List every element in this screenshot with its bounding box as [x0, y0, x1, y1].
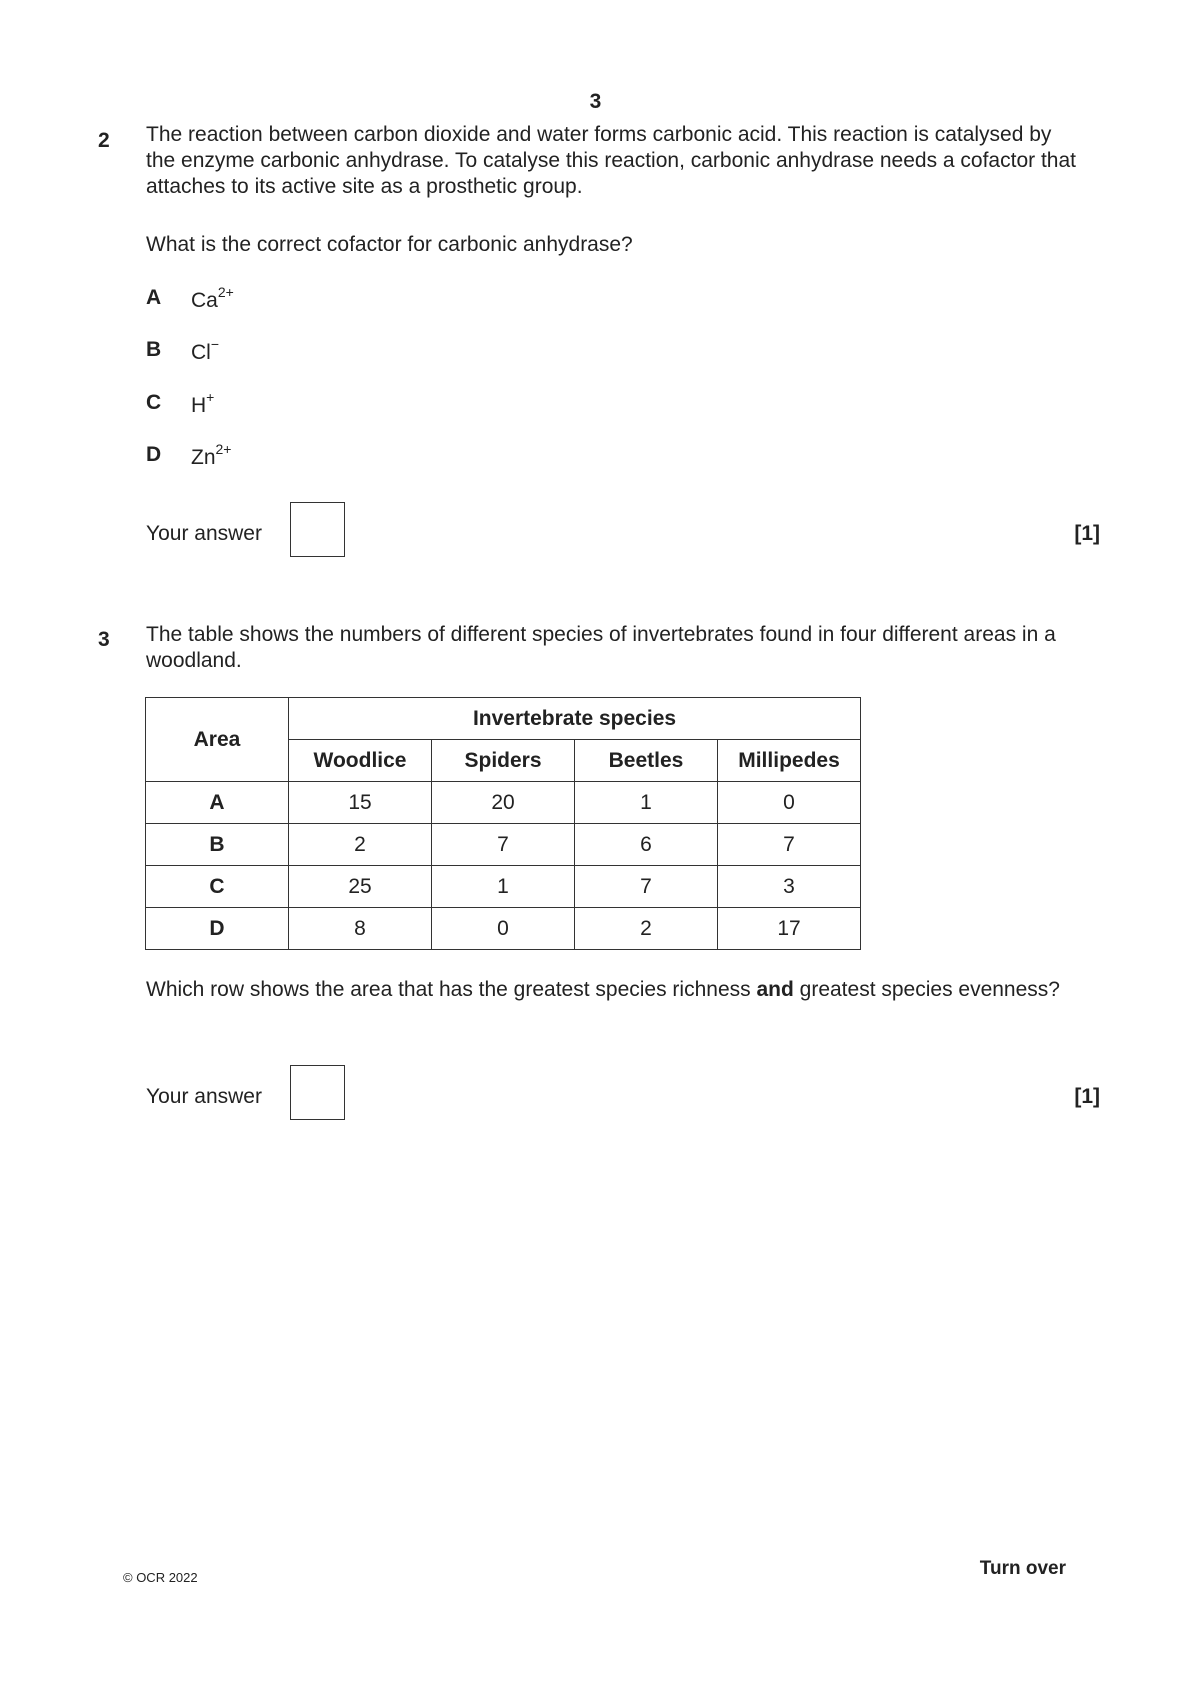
question-3-stem: The table shows the numbers of different species of invertebrates found in four different areas in a woodland. — [146, 623, 1056, 672]
question-2-number: 2 — [98, 129, 110, 152]
table-cell: 1 — [432, 866, 575, 908]
table-cell: 2 — [289, 824, 432, 866]
row-area-label: D — [146, 908, 289, 950]
option-a-value: $Ca^{2+}$ — [191, 284, 234, 312]
question-2-answer-box[interactable] — [290, 502, 345, 557]
option-d-value: $Zn^{2+}$ — [191, 441, 232, 469]
turn-over-label: Turn over — [979, 1558, 1066, 1579]
table-cell: 20 — [432, 782, 575, 824]
table-header-millipedes: Millipedes — [718, 740, 861, 782]
table-row — [146, 866, 861, 908]
question-2-stem: The reaction between carbon dioxide and water forms carbonic acid. This reaction is catalysed by the enzyme carbonic anhydrase. To catalyse this reaction, carbonic anhydrase needs a cofactor that attaches to its active site as a prosthetic group. — [146, 123, 1076, 198]
table-cell: 8 — [289, 908, 432, 950]
table-cell: 2 — [575, 908, 718, 950]
table-cell: 7 — [432, 824, 575, 866]
table-row — [146, 908, 861, 950]
option-d-letter: D — [146, 443, 162, 466]
question-2-marks: [1] — [1074, 522, 1100, 545]
table-cell: 7 — [718, 824, 861, 866]
table-header-spiders: Spiders — [432, 740, 575, 782]
species-table — [145, 697, 861, 950]
table-cell: 25 — [289, 866, 432, 908]
question-3-answer-label: Your answer — [146, 1085, 262, 1108]
option-c-letter: C — [146, 391, 162, 414]
row-area-label: B — [146, 824, 289, 866]
table-cell: 17 — [718, 908, 861, 950]
table-header-area: Area — [146, 698, 289, 782]
question-3-number: 3 — [98, 628, 110, 651]
question-2-prompt: What is the correct cofactor for carbonic anhydrase? — [146, 233, 633, 256]
option-c-value: H+ — [191, 389, 215, 417]
question-2-answer-label: Your answer — [146, 522, 262, 545]
row-area-label: A — [146, 782, 289, 824]
table-cell: 1 — [575, 782, 718, 824]
copyright-notice: © OCR 2022 — [123, 1570, 198, 1585]
page-number: 3 — [589, 90, 602, 113]
table-header-beetles: Beetles — [575, 740, 718, 782]
option-a-letter: A — [146, 286, 162, 309]
table-row — [146, 824, 861, 866]
option-b-letter: B — [146, 338, 162, 361]
table-header-woodlice: Woodlice — [289, 740, 432, 782]
table-row — [146, 782, 861, 824]
question-3-marks: [1] — [1074, 1085, 1100, 1108]
table-cell: 6 — [575, 824, 718, 866]
table-cell: 0 — [718, 782, 861, 824]
question-3-answer-box[interactable] — [290, 1065, 345, 1120]
row-area-label: C — [146, 866, 289, 908]
table-cell: 0 — [432, 908, 575, 950]
table-cell: 3 — [718, 866, 861, 908]
table-cell: 15 — [289, 782, 432, 824]
question-3-prompt: Which row shows the area that has the greatest species richness and greatest species evenness? — [146, 978, 1060, 1001]
table-cell: 7 — [575, 866, 718, 908]
table-header-group: Invertebrate species — [289, 698, 861, 740]
option-b-value: Cl− — [191, 336, 220, 364]
